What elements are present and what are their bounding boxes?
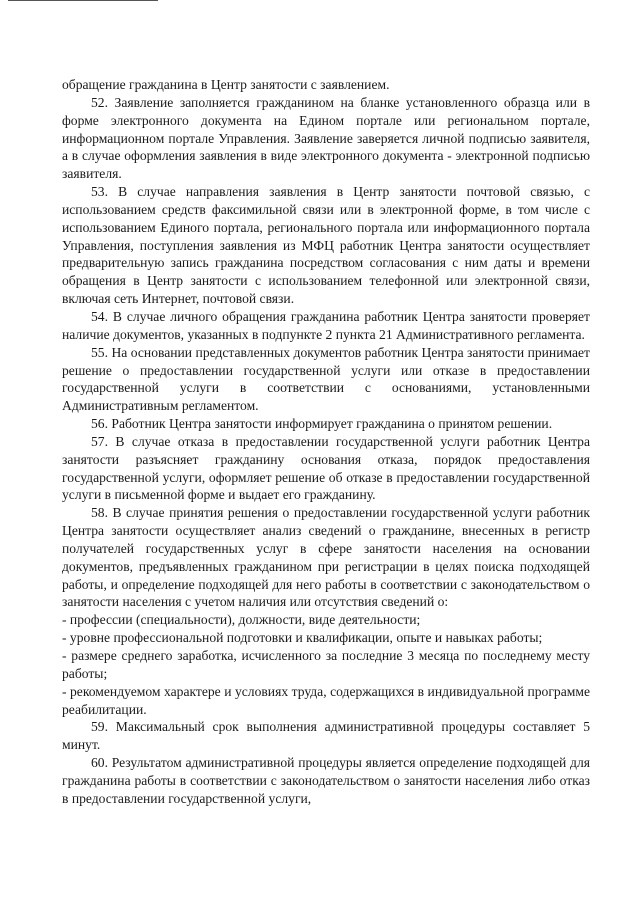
list-item-rehabilitation: - рекомендуемом характере и условиях труда, содержащихся в индивидуальной программе реабилитации.	[62, 683, 590, 717]
paragraph-59: 59. Максимальный срок выполнения административной процедуры составляет 5 минут.	[62, 719, 590, 753]
paragraph-55: 55. На основании представленных документов работник Центра занятости принимает решение о предоставлении государственной услуги или отказе в предоставлении государственной услуги в соответствии с основаниями, установленными Административным регламентом.	[62, 344, 590, 414]
list-item-qualification: - уровне профессиональной подготовки и квалификации, опыте и навыках работы;	[62, 630, 543, 646]
paragraph-continuation: обращение гражданина в Центр занятости с заявлением.	[62, 77, 390, 92]
paragraph-53: 53. В случае направления заявления в Центр занятости почтовой связью, с использованием средств факсимильной связи или в электронной форме, в том числе с использованием Единого портала, регионального портала или информационного портала Управления, поступления заявления из МФЦ работник Центра занятости осуществляет предварительную запись гражданина посредством согласования с ним даты и времени обращения в Центр занятости с использованием телефонной или электронной связи, включая сеть Интернет, почтовой связи.	[62, 184, 590, 307]
paragraph-57: 57. В случае отказа в предоставлении государственной услуги работник Центра занятости разъясняет гражданину основания отказа, порядок предоставления государственной услуги, оформляет решение об отказе в предоставлении государственной услуги в письменной форме и выдает его гражданину.	[62, 433, 590, 503]
list-item-profession: - профессии (специальности), должности, виде деятельности;	[62, 612, 421, 628]
list-item-salary: - размере среднего заработка, исчисленного за последние 3 месяца по последнему месту работы;	[62, 648, 590, 681]
paragraph-52: 52. Заявление заполняется гражданином на бланке установленного образца или в форме электронного документа на Едином портале или региональном портале, информационном портале Управления. Заявление заверяется личной подписью заявителя, а в случае оформления заявления в виде электронного документа - электронной подписью заявителя.	[62, 94, 590, 182]
paragraph-60: 60. Результатом административной процедуры является определение подходящей для гражданина работы в соответствии с законодательством о занятости населения либо отказ в предоставлении государственной услуги,	[62, 755, 590, 806]
paragraph-54: 54. В случае личного обращения гражданина работник Центра занятости проверяет наличие документов, указанных в подпункте 2 пункта 21 Административного регламента.	[62, 308, 590, 342]
top-rule	[8, 0, 158, 1]
document-page	[62, 76, 590, 808]
paragraph-56: 56. Работник Центра занятости информирует гражданина о принятом решении.	[91, 416, 553, 432]
paragraph-58: 58. В случае принятия решения о предоставлении государственной услуги работник Центра занятости осуществляет анализ сведений о гражданине, внесенных в регистр получателей государственных услуг в сфере занятости населения на основании документов, предъявленных гражданином при регистрации в целях поиска подходящей работы, и определение подходящей для него работы в соответствии с законодательством о занятости населения с учетом наличия или отсутствия сведений о:	[62, 505, 590, 610]
